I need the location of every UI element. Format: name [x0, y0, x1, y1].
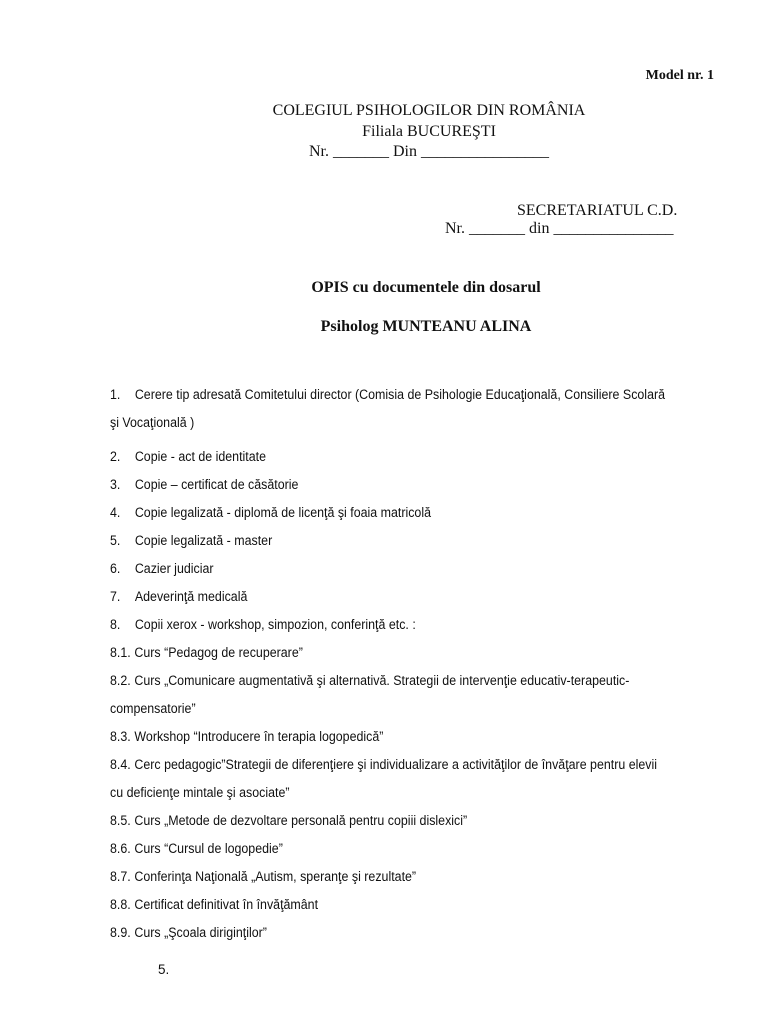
- item-number: 8.9.: [110, 925, 131, 940]
- item-text: Copii xerox - workshop, simpozion, conferinţă etc. :: [134, 617, 416, 632]
- item-number: 2.: [110, 449, 121, 464]
- item-text: Copie – certificat de căsătorie: [134, 477, 299, 492]
- psychologist-name: Psiholog MUNTEANU ALINA: [320, 318, 532, 335]
- item-text: Copie legalizată - master: [134, 533, 273, 548]
- item-text: Curs „Şcoala diriginţilor”: [134, 925, 267, 940]
- item-number: 8.7.: [110, 869, 131, 884]
- list-item: [110, 555, 667, 583]
- list-item: [110, 499, 667, 527]
- item-text: Copie legalizată - diplomă de licenţă şi foaia matricolă: [134, 505, 432, 520]
- item-text: Curs “Pedagog de recuperare”: [134, 645, 303, 660]
- list-item: [110, 835, 667, 863]
- item-number: 1.: [110, 387, 121, 402]
- item-number: 6.: [110, 561, 121, 576]
- document-title: OPIS cu documentele din dosarul: [311, 279, 541, 296]
- branch-name: Filiala BUCUREŞTI: [362, 123, 496, 140]
- item-number: 8.1.: [110, 645, 131, 660]
- document-list: [110, 381, 667, 947]
- model-number: Model nr. 1: [645, 68, 714, 83]
- item-text: Cazier judiciar: [134, 561, 214, 576]
- registration-number-line: Nr. _______ Din ________________: [309, 143, 549, 160]
- item-number: 8.: [110, 617, 121, 632]
- list-item: [110, 471, 667, 499]
- item-text: Certificat definitivat în învăţământ: [134, 897, 319, 912]
- item-number: 8.6.: [110, 841, 131, 856]
- list-item: [110, 639, 667, 667]
- item-text: Cerere tip adresată Comitetului director (Comisia de Psihologie Educaţională, Consiliere Scolară şi Vocaţională ): [110, 387, 666, 430]
- footer-number: 5.: [158, 962, 170, 977]
- list-item: [110, 919, 667, 947]
- item-text: Copie - act de identitate: [134, 449, 267, 464]
- item-number: 8.3.: [110, 729, 131, 744]
- item-number: 8.4.: [110, 757, 131, 772]
- list-item: [110, 807, 667, 835]
- list-item: [110, 751, 667, 807]
- list-item: [110, 667, 667, 723]
- item-text: Curs “Cursul de logopedie”: [134, 841, 283, 856]
- item-number: 8.2.: [110, 673, 131, 688]
- item-number: 5.: [110, 533, 121, 548]
- list-item: [110, 381, 667, 437]
- list-item: [110, 583, 667, 611]
- list-item: [110, 443, 667, 471]
- item-number: 3.: [110, 477, 121, 492]
- secretariat-number-line: Nr. _______ din _______________: [445, 220, 674, 237]
- item-text: Adeverinţă medicală: [134, 589, 248, 604]
- item-text: Curs „Comunicare augmentativă şi alternativă. Strategii de intervenţie educativ-terapeutic-compensatorie”: [110, 673, 630, 716]
- item-number: 8.5.: [110, 813, 131, 828]
- item-number: 4.: [110, 505, 121, 520]
- item-text: Curs „Metode de dezvoltare personală pentru copiii dislexici”: [134, 813, 468, 828]
- item-text: Cerc pedagogic”Strategii de diferenţiere şi individualizare a activităţilor de învăţare pentru elevii cu deficienţe mintale şi asociate”: [110, 757, 658, 800]
- list-item: [110, 611, 667, 639]
- item-number: 7.: [110, 589, 121, 604]
- item-number: 8.8.: [110, 897, 131, 912]
- list-item: [110, 527, 667, 555]
- secretariat-title: SECRETARIATUL C.D.: [517, 202, 678, 219]
- item-text: Workshop “Introducere în terapia logopedică”: [134, 729, 384, 744]
- item-text: Conferinţa Naţională „Autism, speranţe şi rezultate”: [134, 869, 417, 884]
- college-name: COLEGIUL PSIHOLOGILOR DIN ROMÂNIA: [272, 102, 586, 119]
- list-item: [110, 723, 667, 751]
- list-item: [110, 863, 667, 891]
- list-item: [110, 891, 667, 919]
